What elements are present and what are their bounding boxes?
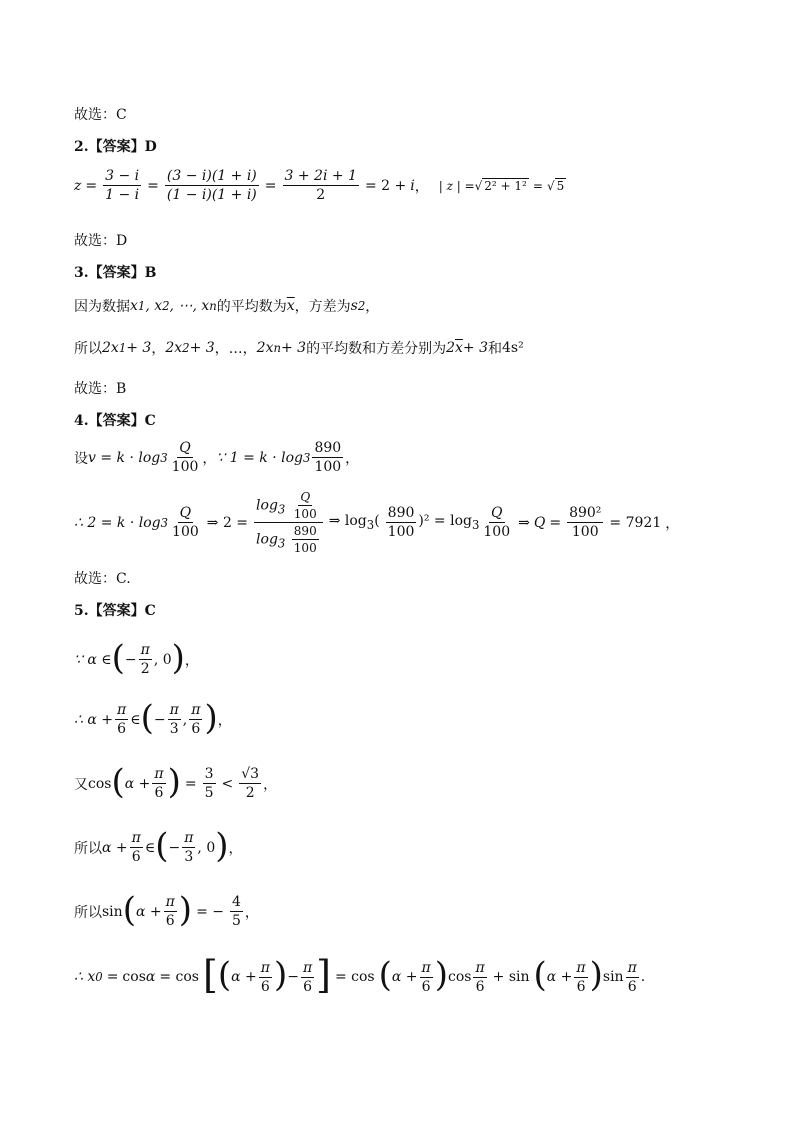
q2-equation: z = $\frac{3 - i}{1 - i}$ = $\frac{(3 - i)(1 + i)}{(1 - i)(1 + i)}$ = $\frac{3 + 2i + 1}{2}$ = 2 + i ， | z | = √ 2² + 1² = √ 5 — [74, 168, 565, 203]
q5-line-2: ∴ α + $\frac{\pi}{6}$ ∈ ( − $\frac{\pi}{3}$ , $\frac{\pi}{6}$ ) ， — [74, 697, 232, 738]
q4-answer-header: 4.【答案】C — [74, 413, 156, 429]
q5-line-1: ∵ α ∈ ( − $\frac{\pi}{2}$ , 0 ) ， — [74, 637, 199, 678]
q2-answer-header: 2.【答案】D — [74, 139, 157, 155]
q1-conclusion: 故选：C — [74, 107, 127, 123]
q2-conclusion: 故选：D — [74, 233, 128, 249]
q5-answer-header: 5.【答案】C — [74, 603, 156, 619]
q3-line-2: 所以 2x 1 + 3 ， 2x 2 + 3 ，…， 2x n + 3 的平均数和方差分别为 2 $\overline{x}$ + 3 和 4s² — [74, 340, 524, 357]
q5-line-4: 所以 α + $\frac{\pi}{6}$ ∈ ( − $\frac{\pi}{3}$ , 0 ) ， — [74, 825, 243, 866]
q5-line-6: ∴ x 0 = cos α = cos [ ( α + $\frac{\pi}{6}$ ) − $\frac{\pi}{6}$ ] = cos ( α + $\frac{\pi}{6}$ ) cos $\frac{\pi}{6}$ + sin ( α + $\frac{\pi}{6}$ ) sin $\frac{\pi}{6}$ . — [74, 953, 646, 997]
q4-line-2: ∴ 2 = k · log 3 $\frac{Q}{100}$ ⇒ 2 = $\log_3$ $\frac{Q}{100}$ $\log_3$ $\frac{890}{100}$ ⇒ $\log_3$( $\frac{890}{100}$ )$^2 = \log_3$ $\frac{Q}{100}$ ⇒ Q = $\frac{\text{890²}}{100}$ = 7921 ， — [74, 490, 680, 555]
q4-line-1: 设 v = k · log 3 $\frac{Q}{100}$ ， ∵ 1 = k · log 3 $\frac{890}{100}$ ， — [74, 440, 360, 475]
q3-conclusion: 故选：B — [74, 381, 127, 397]
q5-line-5: 所以 sin ( α + $\frac{\pi}{6}$ ) = − $\frac{4}{5}$ ， — [74, 889, 259, 930]
q4-conclusion: 故选：C. — [74, 571, 131, 587]
q3-answer-header: 3.【答案】B — [74, 265, 157, 281]
q5-line-3: 又 cos ( α + $\frac{\pi}{6}$ ) = $\frac{3}{5}$ < $\frac{√3}{2}$ ， — [74, 761, 278, 802]
q3-line-1: 因为数据 x 1 , x 2 , ⋯, x n 的平均数为 $\overline{x}$ ，方差为 s 2 ， — [74, 298, 380, 315]
